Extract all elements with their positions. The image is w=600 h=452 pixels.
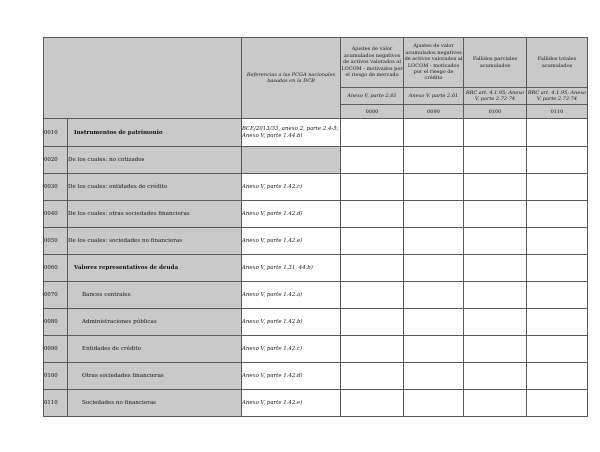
row-ref: Anexo V, parte 1.42.d) [242,363,341,390]
data-cell[interactable] [527,174,588,201]
col-code-0110: 0110 [527,105,588,119]
data-cell[interactable] [464,363,527,390]
data-cell[interactable] [404,390,464,417]
data-cell[interactable] [464,309,527,336]
col-code-0080: 0080 [341,105,404,119]
data-cell[interactable] [341,201,404,228]
data-cell[interactable] [527,201,588,228]
data-cell[interactable] [404,255,464,282]
table-row [44,228,588,255]
row-code: 0040 [44,201,68,228]
row-ref: Anexo V, parte 1.42.a) [242,282,341,309]
table-row [44,282,588,309]
row-label: De los cuales: no cotizados [68,147,242,174]
data-cell[interactable] [341,228,404,255]
data-cell[interactable] [527,363,588,390]
table-row [44,336,588,363]
row-label: Instrumentos de patrimonio [68,119,242,147]
col-header-0090 [404,38,464,88]
data-cell[interactable] [527,119,588,147]
table-row [44,363,588,390]
col-header-title: Fallidos parciales acumulados [472,56,518,69]
row-label: Sociedades no financieras [68,390,242,417]
row-code: 0020 [44,147,68,174]
corner-header-cell [44,38,242,119]
row-label: Valores representativos de deuda [68,255,242,282]
data-cell[interactable] [404,119,464,147]
col-header-title: Ajustes de valor acumulados negativos de activos valorados al LOCOM - motivados por el riesgo de crédito [404,43,463,82]
table-row [44,119,588,147]
row-code: 0080 [44,309,68,336]
row-ref: Anexo V, parte 1.42.b) [242,309,341,336]
data-cell[interactable] [464,228,527,255]
data-cell[interactable] [341,282,404,309]
refs-header-text: Referencias a las PCGA nacionales basadas en la DCB [246,71,336,84]
data-cell[interactable] [404,174,464,201]
data-cell[interactable] [464,147,527,174]
col-code-0090: 0090 [404,105,464,119]
data-cell[interactable] [404,282,464,309]
data-cell[interactable] [464,336,527,363]
col-ref-0080 [341,88,404,105]
row-ref: Anexo V, parte 1.42.e) [242,228,341,255]
data-cell[interactable] [404,201,464,228]
col-ref-0110 [527,88,588,105]
row-code: 0050 [44,228,68,255]
data-cell[interactable] [341,255,404,282]
data-cell[interactable] [527,336,588,363]
col-header-0080 [341,38,404,88]
data-cell[interactable] [464,119,527,147]
table-row [44,309,588,336]
data-cell[interactable] [404,147,464,174]
row-code: 0100 [44,363,68,390]
data-cell[interactable] [341,363,404,390]
data-cell[interactable] [404,336,464,363]
row-label: Entidades de crédito [68,336,242,363]
row-label: Administraciones públicas [68,309,242,336]
table-row [44,174,588,201]
data-cell[interactable] [341,147,404,174]
col-header-0110 [527,38,588,88]
col-ref-text: RRC art. 4.1.95; Anexo V, parte 2.72-74 [465,89,525,102]
col-ref-text: Anexo V, parte 2.61 [408,92,459,99]
data-cell[interactable] [464,282,527,309]
row-label: De los cuales: entidades de crédito [68,174,242,201]
col-header-title: Ajustes de valor acumulados negativos de activos valorados al LOCOM - motivados por el riesgo de mercado [341,46,403,79]
row-ref: Anexo V, parte 1.42.c) [242,336,341,363]
row-code: 0010 [44,119,68,147]
report-table [43,37,588,417]
data-cell[interactable] [404,363,464,390]
data-cell[interactable] [404,309,464,336]
refs-header-cell [242,38,341,119]
data-cell[interactable] [527,309,588,336]
data-cell[interactable] [464,255,527,282]
row-ref: Anexo V, parte 1.42.c) [242,174,341,201]
table-row [44,147,588,174]
col-code-0100: 0100 [464,105,527,119]
col-ref-0100 [464,88,527,105]
row-code: 0030 [44,174,68,201]
row-code: 0090 [44,336,68,363]
row-ref: Anexo V, parte 1.42.e) [242,390,341,417]
col-ref-0090 [404,88,464,105]
data-cell[interactable] [341,309,404,336]
data-cell[interactable] [341,174,404,201]
data-cell[interactable] [527,390,588,417]
table-row [44,255,588,282]
data-cell[interactable] [527,282,588,309]
row-ref: BCE/2013/33, anexo 2, parte 2.4-5; Anexo V, parte 1.44.b) [242,119,341,147]
data-cell[interactable] [341,390,404,417]
data-cell[interactable] [464,390,527,417]
data-cell[interactable] [464,201,527,228]
data-cell[interactable] [404,228,464,255]
data-cell[interactable] [341,119,404,147]
row-label: De los cuales: otras sociedades financieras [68,201,242,228]
data-cell[interactable] [527,255,588,282]
table-row [44,390,588,417]
row-code: 0060 [44,255,68,282]
row-label: De los cuales: sociedades no financieras [68,228,242,255]
row-code: 0110 [44,390,68,417]
table-row [44,201,588,228]
col-ref-text: RRC art. 4.1.95; Anexo V, parte 2.72-74 [527,89,587,102]
col-ref-text: Anexo V, parte 2.61 [347,92,397,99]
data-cell[interactable] [527,147,588,174]
col-header-title: Fallidos totales acumulados [537,56,577,69]
row-label: Bancos centrales [68,282,242,309]
data-cell[interactable] [527,228,588,255]
row-ref: Anexo V, parte 1.31, 44.b) [242,255,341,282]
data-cell[interactable] [341,336,404,363]
row-code: 0070 [44,282,68,309]
row-ref [242,147,341,174]
col-header-0100 [464,38,527,88]
row-ref: Anexo V, parte 1.42.d) [242,201,341,228]
row-label: Otras sociedades financieras [68,363,242,390]
data-cell[interactable] [464,174,527,201]
